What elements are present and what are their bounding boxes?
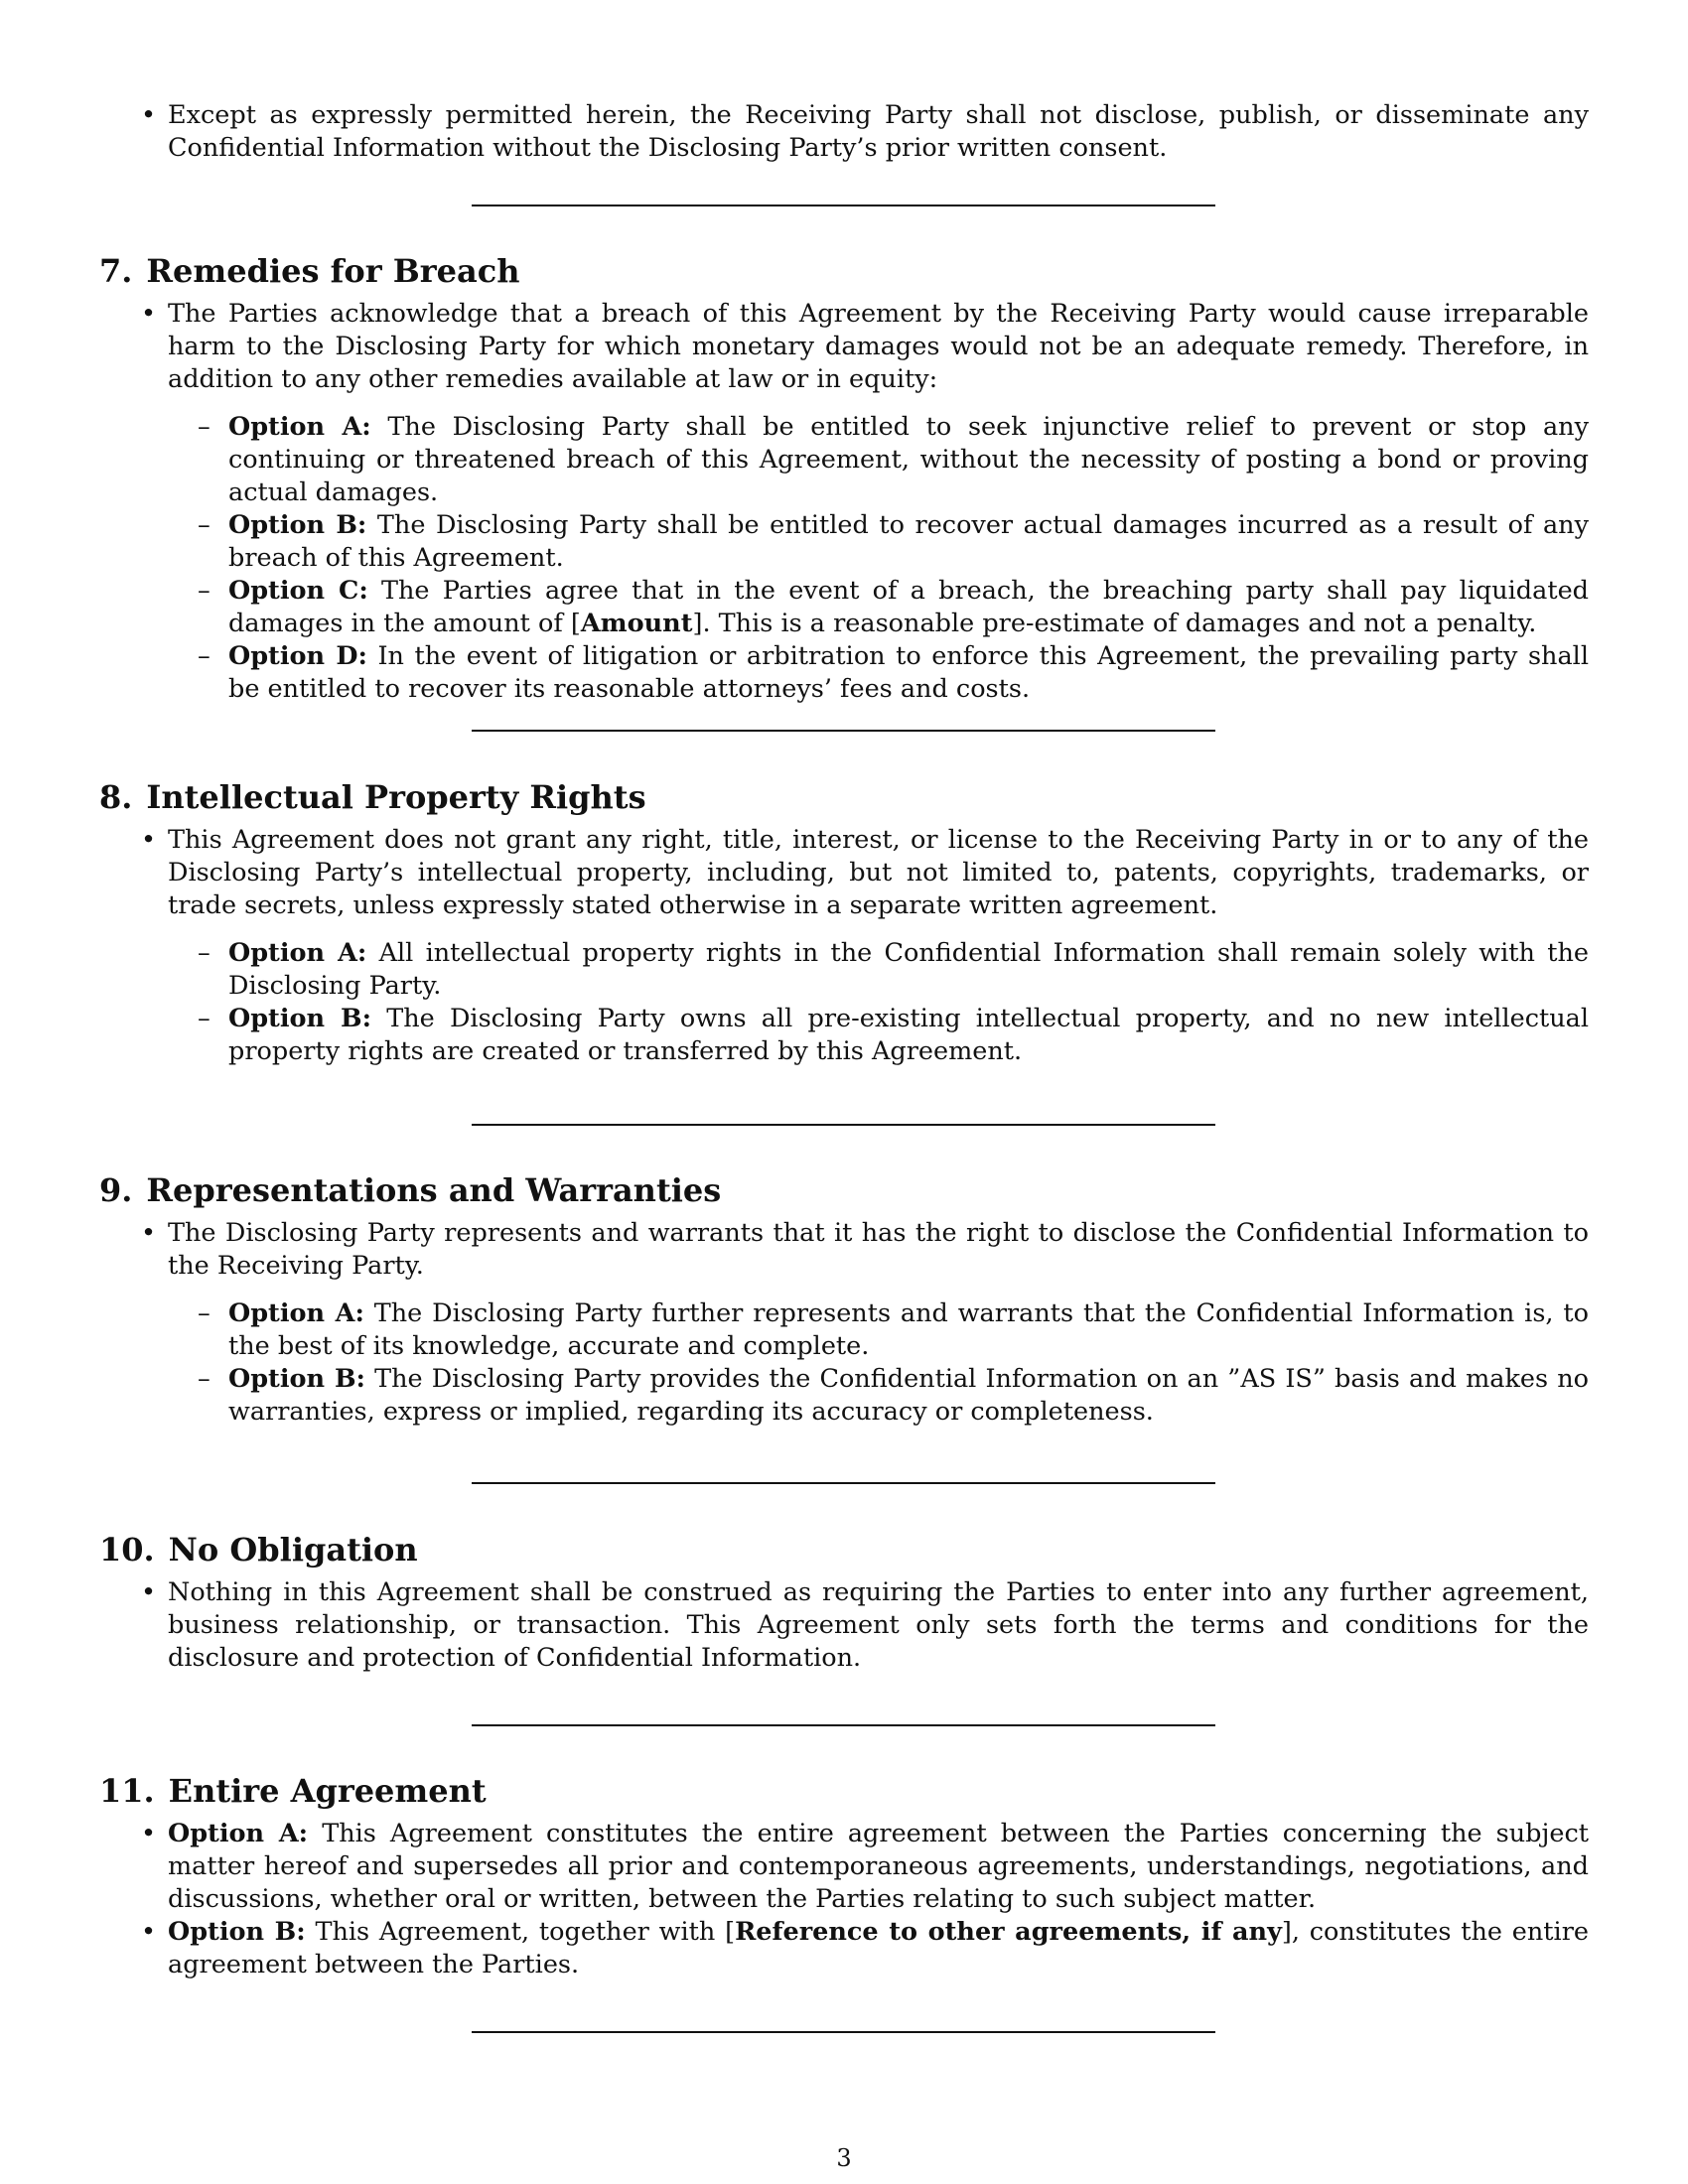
dash-icon: – xyxy=(198,1364,211,1394)
options-list xyxy=(99,1297,1589,1429)
section-number: 11. xyxy=(99,1772,155,1810)
intro-list xyxy=(99,99,1589,165)
section-8 xyxy=(99,778,1589,1068)
section-title: Intellectual Property Rights xyxy=(146,778,646,816)
bullet-icon: • xyxy=(141,1819,157,1848)
option-label: Option A: xyxy=(228,938,367,968)
dash-icon: – xyxy=(198,412,211,442)
option-label: Option A: xyxy=(228,1298,364,1328)
dash-icon: – xyxy=(198,1298,211,1328)
section-number: 9. xyxy=(99,1171,133,1209)
section-heading xyxy=(99,1531,1589,1569)
section-divider xyxy=(472,1124,1215,1126)
section-heading xyxy=(99,1772,1589,1810)
option-item xyxy=(99,1363,1589,1429)
list-item xyxy=(99,1818,1589,1916)
list-item xyxy=(99,298,1589,396)
option-item xyxy=(99,509,1589,575)
option-text: This Agreement constitutes the entire agreement between the Parties concerning the subject matter hereof and supersedes all prior and contemporaneous agreements, understandings, negotiations, and discussions, whether oral or written, between the Parties relating to such subject matter. xyxy=(168,1819,1590,1914)
option-label: Option A: xyxy=(168,1819,309,1848)
section-divider xyxy=(472,205,1215,206)
list-item xyxy=(99,1217,1589,1283)
section-divider xyxy=(472,1724,1215,1726)
placeholder-reference: Reference to other agreements, if any xyxy=(735,1917,1282,1947)
section-11 xyxy=(99,1772,1589,1981)
option-text: All intellectual property rights in the Confidential Information shall remain solely with the Disclosing Party. xyxy=(228,938,1589,1001)
section-title: Representations and Warranties xyxy=(146,1171,722,1209)
bullet-icon: • xyxy=(141,1218,157,1248)
list-item xyxy=(99,824,1589,922)
option-item xyxy=(99,937,1589,1003)
bullet-icon: • xyxy=(141,299,157,329)
section-title: Remedies for Breach xyxy=(146,252,520,290)
dash-icon: – xyxy=(198,510,211,540)
section-9 xyxy=(99,1171,1589,1429)
list-item xyxy=(99,1916,1589,1981)
section-text: Nothing in this Agreement shall be construed as requiring the Parties to enter into any further agreement, business relationship, or transaction. This Agreement only sets forth the terms and conditions for the disclosure and protection of Confidential Information. xyxy=(168,1577,1589,1673)
option-text: The Disclosing Party provides the Confidential Information on an ”AS IS” basis and makes no warranties, express or implied, regarding its accuracy or completeness. xyxy=(228,1364,1590,1427)
section-heading xyxy=(99,1171,1589,1209)
option-label: Option B: xyxy=(228,1364,365,1394)
section-divider xyxy=(472,2031,1215,2033)
section-number: 7. xyxy=(99,252,133,290)
option-label: Option A: xyxy=(228,412,371,442)
list-item xyxy=(99,99,1589,165)
section-heading xyxy=(99,778,1589,816)
section-10 xyxy=(99,1531,1589,1675)
list-item xyxy=(99,1576,1589,1675)
option-item xyxy=(99,575,1589,640)
option-text: ], constitutes the entire agreement between the Parties. xyxy=(168,1917,1589,1979)
intro-text: Except as expressly permitted herein, the Receiving Party shall not disclose, publish, or disseminate any Confidential Information without the Disclosing Party’s prior written consent. xyxy=(168,100,1589,163)
bullet-icon: • xyxy=(141,1577,157,1607)
section-divider xyxy=(472,1482,1215,1484)
option-item xyxy=(99,1003,1589,1068)
option-text: The Disclosing Party owns all pre-existing intellectual property, and no new intellectual property rights are created or transferred by this Agreement. xyxy=(228,1004,1590,1066)
option-label: Option B: xyxy=(168,1917,306,1947)
option-text: The Disclosing Party shall be entitled to recover actual damages incurred as a result of any breach of this Agreement. xyxy=(228,510,1589,573)
page-number: 3 xyxy=(836,2144,852,2172)
dash-icon: – xyxy=(198,938,211,968)
section-text: The Disclosing Party represents and warrants that it has the right to disclose the Confidential Information to the Receiving Party. xyxy=(168,1218,1589,1281)
option-label: Option B: xyxy=(228,510,367,540)
section-divider xyxy=(472,730,1215,732)
bullet-icon: • xyxy=(141,100,157,130)
section-text: The Parties acknowledge that a breach of this Agreement by the Receiving Party would cause irreparable harm to the Disclosing Party for which monetary damages would not be an adequate remedy. Therefore, in addition to any other remedies available at law or in equity: xyxy=(168,299,1589,394)
option-text: The Disclosing Party further represents and warrants that the Confidential Information is, to the best of its knowledge, accurate and complete. xyxy=(228,1298,1589,1361)
section-text: This Agreement does not grant any right, title, interest, or license to the Receiving Party in or to any of the Disclosing Party’s intellectual property, including, but not limited to, patents, copyrights, trademarks, or trade secrets, unless expressly stated otherwise in a separate written agreement. xyxy=(168,825,1589,920)
option-label: Option D: xyxy=(228,641,367,671)
placeholder-amount: Amount xyxy=(580,609,693,638)
section-title: Entire Agreement xyxy=(168,1772,487,1810)
dash-icon: – xyxy=(198,576,211,606)
section-number: 10. xyxy=(99,1531,155,1569)
option-text: The Parties agree that in the event of a breach, the breaching party shall pay liquidated damages in the amount of [ xyxy=(228,576,1589,638)
option-item xyxy=(99,411,1589,509)
bullet-icon: • xyxy=(141,825,157,855)
section-number: 8. xyxy=(99,778,133,816)
option-text: ]. This is a reasonable pre-estimate of damages and not a penalty. xyxy=(692,609,1537,638)
bullet-icon: • xyxy=(141,1917,157,1947)
option-text: This Agreement, together with [ xyxy=(315,1917,736,1947)
dash-icon: – xyxy=(198,641,211,671)
section-title: No Obligation xyxy=(168,1531,418,1569)
options-list xyxy=(99,937,1589,1068)
option-text: In the event of litigation or arbitration to enforce this Agreement, the prevailing party shall be entitled to recover its reasonable attorneys’ fees and costs. xyxy=(228,641,1589,704)
section-7 xyxy=(99,252,1589,706)
options-list xyxy=(99,411,1589,706)
dash-icon: – xyxy=(198,1004,211,1033)
option-item xyxy=(99,640,1589,706)
section-heading xyxy=(99,252,1589,290)
option-label: Option B: xyxy=(228,1004,372,1033)
option-item xyxy=(99,1297,1589,1363)
option-label: Option C: xyxy=(228,576,368,606)
option-text: The Disclosing Party shall be entitled to seek injunctive relief to prevent or stop any continuing or threatened breach of this Agreement, without the necessity of posting a bond or proving actual damages. xyxy=(228,412,1590,507)
